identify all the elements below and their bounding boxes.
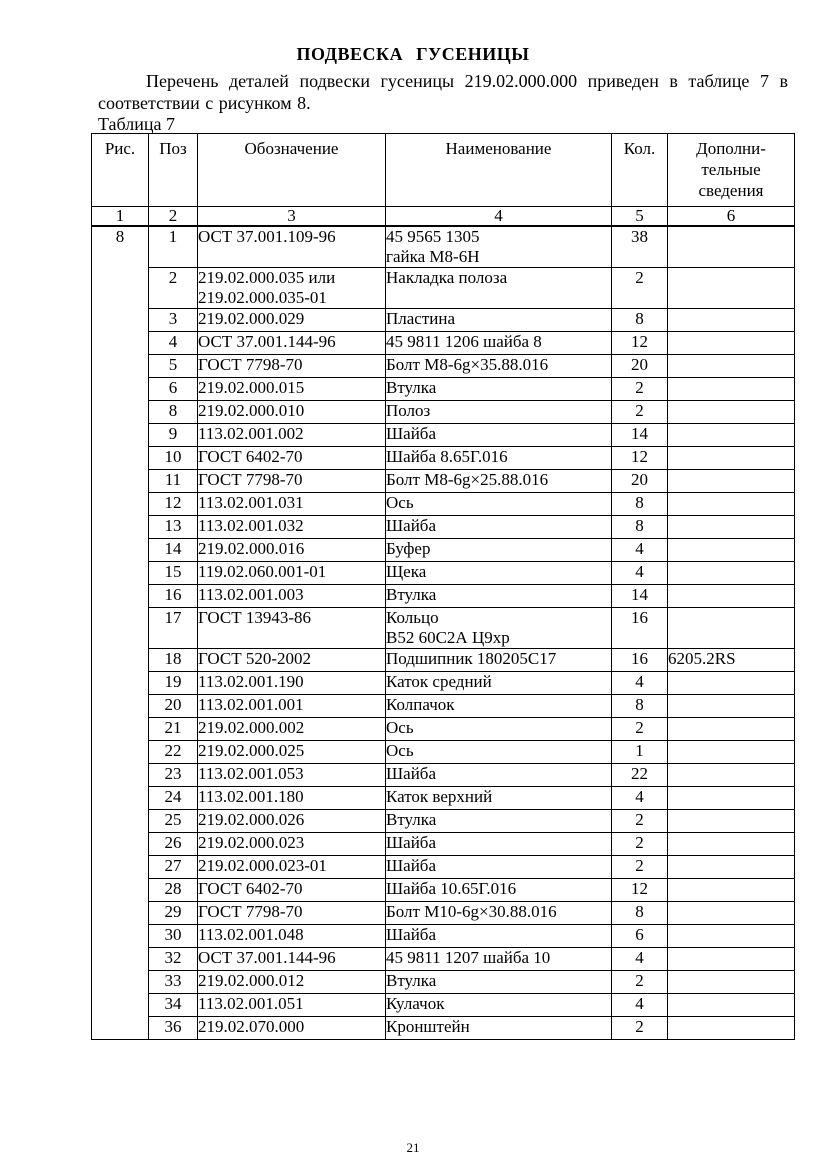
table-caption: Таблица 7 <box>98 114 175 134</box>
position-cell: 13 <box>149 516 198 539</box>
quantity-cell: 2 <box>612 718 668 741</box>
designation-cell: 219.02.000.023-01 <box>198 856 386 879</box>
table-row <box>92 447 795 470</box>
position-cell: 16 <box>149 585 198 608</box>
table-row <box>92 309 795 332</box>
parts-table <box>91 133 795 1040</box>
designation-cell: ГОСТ 520-2002 <box>198 649 386 672</box>
name-cell: 45 9811 1206 шайба 8 <box>386 332 612 355</box>
quantity-cell: 4 <box>612 994 668 1017</box>
additional-info-cell <box>668 355 795 378</box>
designation-cell: ГОСТ 6402-70 <box>198 879 386 902</box>
header-ris: Рис. <box>92 134 149 207</box>
quantity-cell: 16 <box>612 608 668 649</box>
table-row <box>92 787 795 810</box>
additional-info-cell: 6205.2RS <box>668 649 795 672</box>
table-row <box>92 695 795 718</box>
additional-info-cell <box>668 401 795 424</box>
position-cell: 28 <box>149 879 198 902</box>
position-cell: 26 <box>149 833 198 856</box>
additional-info-cell <box>668 810 795 833</box>
position-cell: 6 <box>149 378 198 401</box>
name-cell: Ось <box>386 741 612 764</box>
additional-info-cell <box>668 585 795 608</box>
page-number: 21 <box>406 1140 420 1155</box>
table-row <box>92 268 795 309</box>
name-cell: Кулачок <box>386 994 612 1017</box>
column-number: 4 <box>386 207 612 227</box>
quantity-cell: 12 <box>612 447 668 470</box>
additional-info-cell <box>668 856 795 879</box>
additional-info-cell <box>668 447 795 470</box>
table-row <box>92 971 795 994</box>
name-cell: Щека <box>386 562 612 585</box>
quantity-cell: 14 <box>612 424 668 447</box>
position-cell: 33 <box>149 971 198 994</box>
position-cell: 22 <box>149 741 198 764</box>
name-cell: Накладка полоза <box>386 268 612 309</box>
name-cell: Полоз <box>386 401 612 424</box>
additional-info-cell <box>668 1017 795 1040</box>
position-cell: 24 <box>149 787 198 810</box>
name-cell: Шайба <box>386 424 612 447</box>
designation-cell: 219.02.000.010 <box>198 401 386 424</box>
position-cell: 4 <box>149 332 198 355</box>
quantity-cell: 2 <box>612 971 668 994</box>
designation-cell: 113.02.001.190 <box>198 672 386 695</box>
table-row <box>92 378 795 401</box>
table-row <box>92 608 795 649</box>
designation-cell: 219.02.000.016 <box>198 539 386 562</box>
quantity-cell: 2 <box>612 1017 668 1040</box>
name-cell: Втулка <box>386 810 612 833</box>
table-row <box>92 649 795 672</box>
table-row <box>92 539 795 562</box>
name-cell: Шайба <box>386 833 612 856</box>
position-cell: 20 <box>149 695 198 718</box>
intro-paragraph: Перечень деталей подвески гусеницы 219.02.000.000 приведен в таблице 7 в соответствии с рисунком 8. <box>98 71 788 113</box>
additional-info-cell <box>668 608 795 649</box>
position-cell: 2 <box>149 268 198 309</box>
table-row <box>92 741 795 764</box>
name-cell: Буфер <box>386 539 612 562</box>
table-body <box>92 226 795 1040</box>
table-row <box>92 672 795 695</box>
table-row <box>92 355 795 378</box>
name-cell: Ось <box>386 493 612 516</box>
quantity-cell: 12 <box>612 332 668 355</box>
quantity-cell: 8 <box>612 516 668 539</box>
additional-info-cell <box>668 948 795 971</box>
additional-info-cell <box>668 764 795 787</box>
additional-info-cell <box>668 833 795 856</box>
position-cell: 32 <box>149 948 198 971</box>
table-row <box>92 902 795 925</box>
column-number: 5 <box>612 207 668 227</box>
designation-cell: 113.02.001.048 <box>198 925 386 948</box>
table-row <box>92 493 795 516</box>
table-row <box>92 585 795 608</box>
table-header-row <box>92 134 795 207</box>
designation-cell: 219.02.000.002 <box>198 718 386 741</box>
additional-info-cell <box>668 718 795 741</box>
designation-cell: 219.02.000.035 или 219.02.000.035-01 <box>198 268 386 309</box>
name-cell: Втулка <box>386 585 612 608</box>
quantity-cell: 2 <box>612 833 668 856</box>
additional-info-cell <box>668 695 795 718</box>
additional-info-cell <box>668 226 795 268</box>
quantity-cell: 2 <box>612 856 668 879</box>
table-row <box>92 226 795 268</box>
position-cell: 25 <box>149 810 198 833</box>
table-row <box>92 470 795 493</box>
column-numbers-row <box>92 207 795 227</box>
designation-cell: 119.02.060.001-01 <box>198 562 386 585</box>
designation-cell: 219.02.000.023 <box>198 833 386 856</box>
additional-info-cell <box>668 268 795 309</box>
position-cell: 27 <box>149 856 198 879</box>
name-cell: Шайба 10.65Г.016 <box>386 879 612 902</box>
table-row <box>92 948 795 971</box>
position-cell: 34 <box>149 994 198 1017</box>
position-cell: 21 <box>149 718 198 741</box>
designation-cell: 219.02.000.012 <box>198 971 386 994</box>
additional-info-cell <box>668 539 795 562</box>
name-cell: Каток средний <box>386 672 612 695</box>
name-cell: Шайба <box>386 925 612 948</box>
name-cell: Пластина <box>386 309 612 332</box>
additional-info-cell <box>668 378 795 401</box>
additional-info-cell <box>668 925 795 948</box>
designation-cell: 113.02.001.051 <box>198 994 386 1017</box>
position-cell: 15 <box>149 562 198 585</box>
header-name: Наименование <box>386 134 612 207</box>
table-row <box>92 424 795 447</box>
additional-info-cell <box>668 971 795 994</box>
position-cell: 3 <box>149 309 198 332</box>
name-cell: Ось <box>386 718 612 741</box>
quantity-cell: 20 <box>612 470 668 493</box>
designation-cell: 113.02.001.002 <box>198 424 386 447</box>
position-cell: 17 <box>149 608 198 649</box>
additional-info-cell <box>668 672 795 695</box>
name-cell: Шайба <box>386 516 612 539</box>
quantity-cell: 4 <box>612 539 668 562</box>
table-row <box>92 810 795 833</box>
designation-cell: ГОСТ 7798-70 <box>198 355 386 378</box>
additional-info-cell <box>668 994 795 1017</box>
name-cell: Втулка <box>386 971 612 994</box>
position-cell: 14 <box>149 539 198 562</box>
quantity-cell: 4 <box>612 948 668 971</box>
table-row <box>92 718 795 741</box>
page-title: ПОДВЕСКА ГУСЕНИЦЫ <box>296 44 530 64</box>
name-cell: 45 9811 1207 шайба 10 <box>386 948 612 971</box>
position-cell: 9 <box>149 424 198 447</box>
header-poz: Поз <box>149 134 198 207</box>
table-row <box>92 516 795 539</box>
additional-info-cell <box>668 470 795 493</box>
quantity-cell: 12 <box>612 879 668 902</box>
quantity-cell: 6 <box>612 925 668 948</box>
additional-info-cell <box>668 787 795 810</box>
quantity-cell: 22 <box>612 764 668 787</box>
designation-cell: 219.02.000.029 <box>198 309 386 332</box>
designation-cell: ОСТ 37.001.144-96 <box>198 948 386 971</box>
designation-cell: 113.02.001.001 <box>198 695 386 718</box>
name-cell: Шайба 8.65Г.016 <box>386 447 612 470</box>
header-dop: Дополни-тельные сведения <box>668 134 795 207</box>
name-cell: Колпачок <box>386 695 612 718</box>
designation-cell: 219.02.000.025 <box>198 741 386 764</box>
designation-cell: ГОСТ 6402-70 <box>198 447 386 470</box>
name-cell: Болт М10-6g×30.88.016 <box>386 902 612 925</box>
additional-info-cell <box>668 424 795 447</box>
name-cell: Шайба <box>386 764 612 787</box>
column-number: 3 <box>198 207 386 227</box>
name-cell: Кронштейн <box>386 1017 612 1040</box>
quantity-cell: 14 <box>612 585 668 608</box>
designation-cell: 219.02.000.015 <box>198 378 386 401</box>
name-cell: Болт М8-6g×25.88.016 <box>386 470 612 493</box>
designation-cell: 113.02.001.003 <box>198 585 386 608</box>
quantity-cell: 8 <box>612 902 668 925</box>
table-row <box>92 833 795 856</box>
position-cell: 36 <box>149 1017 198 1040</box>
name-cell: Втулка <box>386 378 612 401</box>
quantity-cell: 38 <box>612 226 668 268</box>
position-cell: 30 <box>149 925 198 948</box>
table-row <box>92 1017 795 1040</box>
designation-cell: 219.02.070.000 <box>198 1017 386 1040</box>
quantity-cell: 1 <box>612 741 668 764</box>
name-cell: 45 9565 1305 гайка М8-6Н <box>386 226 612 268</box>
additional-info-cell <box>668 332 795 355</box>
quantity-cell: 16 <box>612 649 668 672</box>
quantity-cell: 4 <box>612 787 668 810</box>
table-row <box>92 925 795 948</box>
table-row <box>92 994 795 1017</box>
position-cell: 19 <box>149 672 198 695</box>
table-row <box>92 879 795 902</box>
quantity-cell: 2 <box>612 378 668 401</box>
column-number: 6 <box>668 207 795 227</box>
column-number: 1 <box>92 207 149 227</box>
additional-info-cell <box>668 516 795 539</box>
name-cell: Каток верхний <box>386 787 612 810</box>
table-row <box>92 764 795 787</box>
header-kol: Кол. <box>612 134 668 207</box>
quantity-cell: 2 <box>612 401 668 424</box>
table-row <box>92 332 795 355</box>
position-cell: 10 <box>149 447 198 470</box>
additional-info-cell <box>668 902 795 925</box>
designation-cell: ОСТ 37.001.144-96 <box>198 332 386 355</box>
designation-cell: ГОСТ 7798-70 <box>198 902 386 925</box>
designation-cell: ОСТ 37.001.109-96 <box>198 226 386 268</box>
quantity-cell: 4 <box>612 672 668 695</box>
position-cell: 11 <box>149 470 198 493</box>
quantity-cell: 2 <box>612 268 668 309</box>
position-cell: 12 <box>149 493 198 516</box>
header-oboz: Обозначение <box>198 134 386 207</box>
additional-info-cell <box>668 562 795 585</box>
designation-cell: 219.02.000.026 <box>198 810 386 833</box>
quantity-cell: 8 <box>612 493 668 516</box>
name-cell: Подшипник 180205С17 <box>386 649 612 672</box>
additional-info-cell <box>668 879 795 902</box>
additional-info-cell <box>668 741 795 764</box>
name-cell: Кольцо В52 60С2А Ц9хр <box>386 608 612 649</box>
column-number: 2 <box>149 207 198 227</box>
quantity-cell: 2 <box>612 810 668 833</box>
designation-cell: 113.02.001.053 <box>198 764 386 787</box>
position-cell: 18 <box>149 649 198 672</box>
designation-cell: ГОСТ 7798-70 <box>198 470 386 493</box>
designation-cell: 113.02.001.180 <box>198 787 386 810</box>
position-cell: 1 <box>149 226 198 268</box>
table-row <box>92 562 795 585</box>
designation-cell: 113.02.001.031 <box>198 493 386 516</box>
designation-cell: ГОСТ 13943-86 <box>198 608 386 649</box>
additional-info-cell <box>668 309 795 332</box>
table-row <box>92 856 795 879</box>
position-cell: 23 <box>149 764 198 787</box>
position-cell: 5 <box>149 355 198 378</box>
quantity-cell: 8 <box>612 309 668 332</box>
table-row <box>92 401 795 424</box>
designation-cell: 113.02.001.032 <box>198 516 386 539</box>
name-cell: Шайба <box>386 856 612 879</box>
name-cell: Болт М8-6g×35.88.016 <box>386 355 612 378</box>
quantity-cell: 20 <box>612 355 668 378</box>
quantity-cell: 8 <box>612 695 668 718</box>
position-cell: 29 <box>149 902 198 925</box>
additional-info-cell <box>668 493 795 516</box>
position-cell: 8 <box>149 401 198 424</box>
figure-number-cell: 8 <box>92 226 149 1040</box>
quantity-cell: 4 <box>612 562 668 585</box>
